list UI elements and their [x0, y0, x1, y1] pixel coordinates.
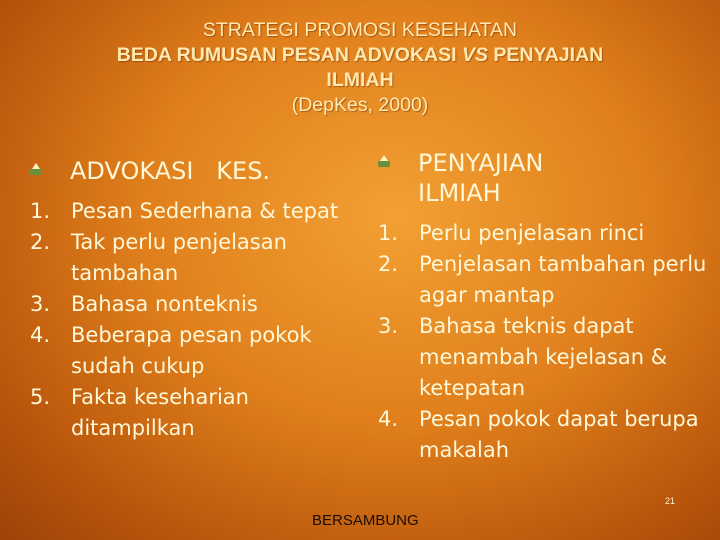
advokasi-heading: [30, 156, 360, 186]
list-item-text: Pesan Sederhana & tepat: [71, 199, 339, 223]
list-item-number: 1.: [378, 221, 399, 245]
list-item-number: 2.: [30, 230, 51, 254]
title-line-2-vs: VS: [461, 44, 488, 66]
penyajian-heading-line-1: PENYAJIAN: [418, 149, 544, 177]
list-item-number: 3.: [30, 292, 51, 316]
list-item: [30, 227, 360, 289]
list-item-text: Pesan pokok dapat berupa makalah: [419, 407, 699, 462]
list-item-number: 5.: [30, 385, 51, 409]
penyajian-list: [378, 218, 708, 466]
list-item-number: 4.: [30, 323, 51, 347]
list-item-number: 3.: [378, 314, 399, 338]
list-item-text: Beberapa pesan pokok sudah cukup: [71, 323, 312, 378]
penyajian-column: [378, 148, 708, 466]
title-line-2-a: BEDA RUMUSAN PESAN ADVOKASI: [116, 44, 462, 66]
page-number: 21: [665, 496, 676, 506]
title-line-4: (DepKes, 2000): [291, 94, 429, 116]
title-line-2-b: PENYAJIAN: [488, 44, 604, 66]
list-item-text: Perlu penjelasan rinci: [419, 221, 645, 245]
list-item-number: 1.: [30, 199, 51, 223]
title-line-1: STRATEGI PROMOSI KESEHATAN: [202, 19, 518, 41]
list-item-number: 2.: [378, 252, 399, 276]
list-item: [30, 289, 360, 320]
slide-title: [40, 18, 680, 118]
title-line-2: [40, 43, 680, 68]
list-item: [378, 404, 708, 466]
penyajian-heading: [378, 148, 708, 208]
list-item-text: Penjelasan tambahan perlu agar mantap: [419, 252, 707, 307]
title-line-3: ILMIAH: [326, 69, 394, 91]
list-item-text: Bahasa teknis dapat menambah kejelasan & ketepatan: [419, 314, 668, 400]
advokasi-list: [30, 196, 360, 444]
footer-label: BERSAMBUNG: [312, 512, 419, 529]
penyajian-heading-line-2: ILMIAH: [418, 179, 501, 207]
bullet-icon: [378, 155, 390, 169]
list-item: [30, 320, 360, 382]
list-item-text: Fakta keseharian ditampilkan: [71, 385, 249, 440]
list-item: [378, 311, 708, 404]
list-item: [378, 249, 708, 311]
advokasi-column: [30, 156, 360, 444]
list-item-text: Tak perlu penjelasan tambahan: [71, 230, 287, 285]
list-item-number: 4.: [378, 407, 399, 431]
list-item: [378, 218, 708, 249]
list-item-text: Bahasa nonteknis: [71, 292, 258, 316]
advokasi-heading-text: ADVOKASI KES.: [70, 157, 271, 185]
list-item: [30, 196, 360, 227]
list-item: [30, 382, 360, 444]
bullet-icon: [30, 163, 42, 177]
